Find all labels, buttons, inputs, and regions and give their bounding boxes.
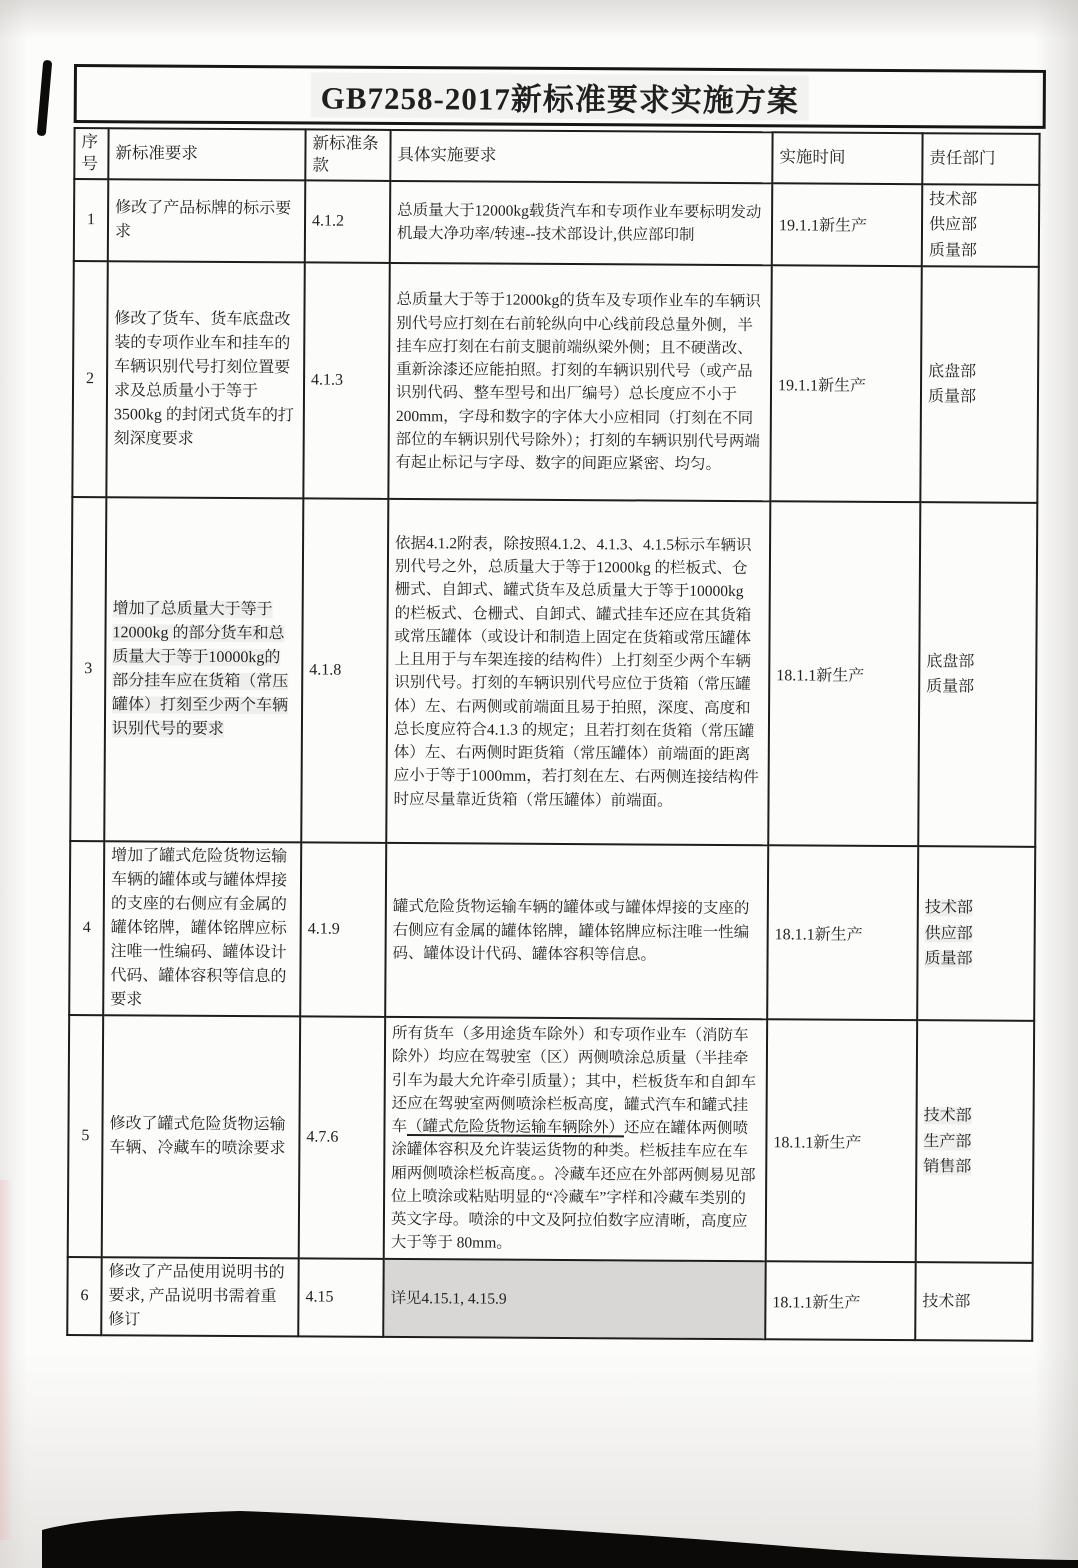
row-number: 6 — [67, 1257, 101, 1335]
detail-cell: 总质量大于12000kg载货汽车和专项作业车要标明发动机最大净功率/转速--技术部设计,供应部印制 — [390, 180, 772, 265]
department-cell: 底盘部 质量部 — [918, 502, 1037, 847]
department-text: 技术部 生产部 销售部 — [923, 1107, 972, 1176]
header-no: 序号 — [74, 128, 108, 179]
photo-background-shadow — [0, 1478, 1078, 1568]
row-number: 3 — [70, 497, 106, 841]
department-cell: 技术部 供应部 质量部 — [922, 184, 1040, 267]
row-number: 4 — [69, 841, 104, 1015]
detail-cell — [384, 1017, 767, 1261]
requirement-cell: 修改了产品标牌的标示要求 — [108, 179, 306, 263]
row-number: 1 — [74, 179, 109, 262]
page-title: GB7258-2017新标准要求实施方案 — [311, 72, 809, 120]
time-cell: 19.1.1新生产 — [770, 266, 921, 503]
document-scan — [66, 64, 1046, 1342]
table-row — [74, 179, 1039, 268]
table-header-row — [74, 128, 1039, 184]
requirement-cell: 修改了货车、货车底盘改装的专项作业车和挂车的车辆识别代号打刻位置要求及总质量小于等于3500kg 的封闭式货车的打刻深度要求 — [106, 262, 304, 499]
department-cell — [917, 846, 1035, 1021]
table-row — [68, 1015, 1034, 1263]
clause-cell: 4.7.6 — [299, 1017, 385, 1260]
department-cell — [916, 1020, 1034, 1263]
document-title-box — [74, 64, 1046, 129]
row-number: 5 — [68, 1015, 103, 1257]
clause-cell: 4.1.2 — [305, 180, 391, 263]
requirement-text: 增加了总质量大于等于12000kg 的部分货车和总质量大于等于10000kg的部分挂车应在货箱（常压罐体）打刻至少两个车辆识别代号的要求 — [111, 600, 289, 739]
table-row — [70, 497, 1037, 847]
header-department: 责任部门 — [922, 133, 1039, 184]
row-number: 2 — [72, 261, 107, 497]
implementation-plan-table — [66, 127, 1040, 1342]
requirement-cell: 增加了罐式危险货物运输车辆的罐体或与罐体焊接的支座的右侧应有金属的罐体铭牌，罐体铭牌应标注唯一性编码、罐体设计代码、罐体容积等信息的要求 — [103, 842, 301, 1017]
underlined-detail-text: （罐式危险货物运输车辆除外） — [406, 1118, 625, 1137]
requirement-cell — [104, 498, 303, 843]
clause-cell: 4.1.3 — [303, 263, 389, 500]
header-requirement: 新标准要求 — [108, 128, 305, 180]
time-cell: 18.1.1新生产 — [767, 846, 918, 1021]
department-cell: 底盘部 质量部 — [920, 266, 1038, 503]
header-time: 实施时间 — [772, 132, 922, 183]
time-cell: 18.1.1新生产 — [765, 1262, 915, 1341]
detail-cell: 依据4.1.2附表，除按照4.1.2、4.1.3、4.1.5标示车辆识别代号之外，总质量大于等于12000kg 的栏板式、仓栅式、自卸式、罐式货车及总质量大于等于10000kg 的栏板式、仓栅式、自卸式、罐式挂车还应在其货箱或常压罐体（或设计和制造上固定在货箱或常压罐体上且用于与车架连接的结构件）上打刻至少两个车辆识别代号。打刻的车辆识别代号应位于货箱（常压罐体）左、右两侧或前端面且易于拍照，深度、高度和总长度应符合4.1.3 的规定；且若打刻在货箱（常压罐体）左、右两侧时距货箱（常压罐体）前端面的距离应小于等于1000mm，若打刻在左、右两侧连接结构件时应尽量靠近货箱（常压罐体）前端面。 — [386, 499, 770, 845]
table-row — [69, 841, 1035, 1021]
time-cell: 18.1.1新生产 — [768, 502, 920, 847]
detail-cell: 总质量大于等于12000kg的货车及专项作业车的车辆识别代号应打刻在右前轮纵向中心线前段总量外侧，半挂车应打刻在右前支腿前端纵梁外侧；且不硬凿改、重新涂漆还应能拍照。打刻的车辆识别代号（或产品识别代码、整车型号和出厂编号）总长度应不小于200mm，字母和数字的字体大小应相同（打刻在不同部位的车辆识别代号除外）；打刻的车辆识别代号两端有起止标记与字母、数字的间距应紧密、均匀。 — [388, 263, 771, 501]
time-cell: 19.1.1新生产 — [772, 183, 923, 267]
detail-text: 所有货车（多用途货车除外）和专项作业车（消防车除外）均应在驾驶室（区）两侧喷涂总质量（半挂牵引车为最大允许牵引质量）；其中，栏板货车和自卸车还应在驾驶室两侧喷涂栏板高度，罐式汽车和罐式挂车 — [391, 1025, 757, 1136]
time-cell: 18.1.1新生产 — [766, 1020, 917, 1263]
department-cell: 技术部 — [915, 1262, 1032, 1341]
table-row — [67, 1257, 1032, 1341]
detail-cell: 详见4.15.1, 4.15.9 — [383, 1259, 765, 1339]
table-row — [72, 261, 1038, 503]
clause-cell: 4.1.9 — [300, 843, 386, 1018]
header-detail: 具体实施要求 — [390, 130, 772, 183]
clause-cell: 4.15 — [298, 1259, 383, 1338]
pen-mark-artifact — [37, 60, 53, 136]
detail-cell: 罐式危险货物运输车辆的罐体或与罐体焊接的支座的右侧应有金属的罐体铭牌，罐体铭牌应标注唯一性编码、罐体设计代码、罐体容积等信息。 — [385, 843, 768, 1019]
requirement-cell: 修改了罐式危险货物运输车辆、冷藏车的喷涂要求 — [102, 1016, 300, 1259]
department-text: 技术部 供应部 质量部 — [924, 899, 973, 968]
clause-cell: 4.1.8 — [301, 499, 388, 844]
detail-text: 还应在罐体两侧喷涂罐体容积及允许装运货物的种类。栏板挂车应在车厢两侧喷涂栏板高度。。冷藏车还应在外部两侧易见部位上喷涂或粘贴明显的“冷藏车”字样和冷藏车类别的英文字母。喷涂的中文及阿拉伯数字应清晰，高度应大于等于 80mm。 — [390, 1119, 756, 1253]
header-clause: 新标准条款 — [305, 129, 390, 180]
requirement-cell: 修改了产品使用说明书的要求, 产品说明书需着重修订 — [101, 1258, 298, 1337]
